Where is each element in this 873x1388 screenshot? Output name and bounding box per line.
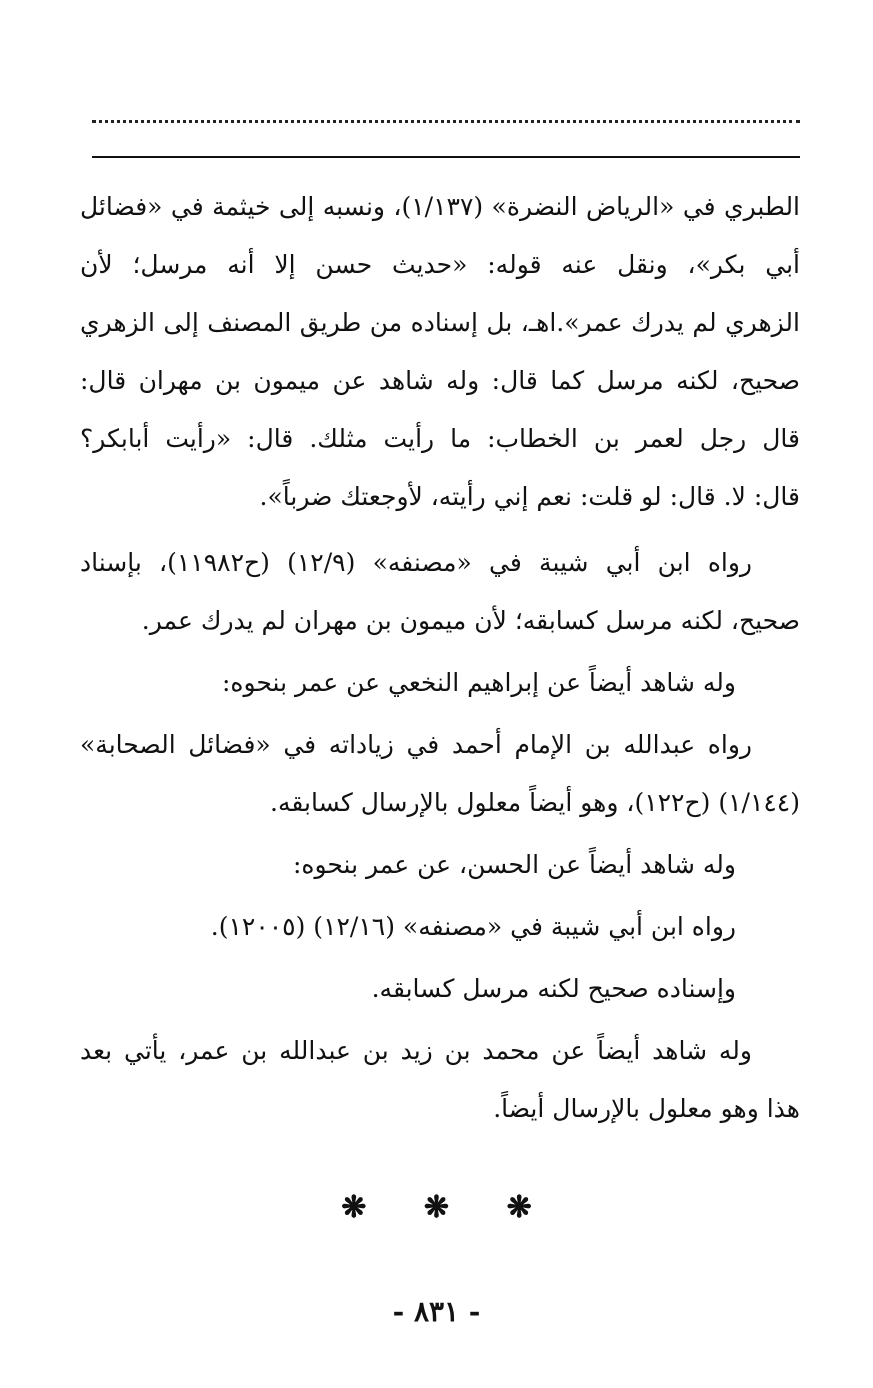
text-line: وله شاهد أيضاً عن إبراهيم النخعي عن عمر بنحوه: xyxy=(221,668,736,697)
star-ornament-icon: ❋ xyxy=(423,1190,450,1225)
dotted-separator xyxy=(92,120,800,123)
paragraph xyxy=(80,960,800,1018)
text-line: قال رجل لعمر بن الخطاب: ما رأيت مثلك. قال: «رأيت أبابكر؟ xyxy=(80,424,800,453)
paragraph xyxy=(80,716,800,832)
text-line: صحيح، لكنه مرسل كسابقه؛ لأن ميمون بن مهران لم يدرك عمر. xyxy=(141,606,800,635)
text-line: (١/١٤٤) (ح١٢٢)، وهو أيضاً معلول بالإرسال كسابقه. xyxy=(270,788,800,817)
text-line: رواه ابن أبي شيبة في «مصنفه» (١٢/٩) (ح١١٩٨٢)، بإسناد xyxy=(80,548,753,577)
paragraph xyxy=(80,836,800,894)
text-line: هذا وهو معلول بالإرسال أيضاً. xyxy=(493,1094,800,1123)
text-line: رواه عبدالله بن الإمام أحمد في زياداته في «فضائل الصحابة» xyxy=(80,730,752,759)
text-line: وله شاهد أيضاً عن محمد بن زيد بن عبدالله بن عمر، يأتي بعد xyxy=(80,1036,752,1065)
text-line: الطبري في «الرياض النضرة» (١/١٣٧)، ونسبه إلى خيثمة في «فضائل xyxy=(80,192,800,221)
paragraph xyxy=(80,1022,800,1138)
section-ornament xyxy=(0,1186,873,1230)
body-text xyxy=(80,178,800,1138)
paragraph xyxy=(80,534,800,650)
paragraph xyxy=(80,898,800,956)
text-line: قال: لا. قال: لو قلت: نعم إني رأيته، لأوجعتك ضرباً». xyxy=(259,482,800,511)
star-ornament-icon: ❋ xyxy=(506,1190,532,1225)
text-line: رواه ابن أبي شيبة في «مصنفه» (١٢/١٦) (١٢٠٠٥). xyxy=(210,912,736,941)
paragraph xyxy=(80,178,800,526)
text-line: وله شاهد أيضاً عن الحسن، عن عمر بنحوه: xyxy=(292,850,736,879)
text-line: أبي بكر»، ونقل عنه قوله: «حديث حسن إلا أنه مرسل؛ لأن xyxy=(80,250,800,279)
text-line: وإسناده صحيح لكنه مرسل كسابقه. xyxy=(371,974,736,1003)
page-number: - ٨٣١ - xyxy=(392,1295,481,1328)
paragraph xyxy=(80,654,800,712)
solid-separator xyxy=(92,156,800,158)
text-line: صحيح، لكنه مرسل كما قال: وله شاهد عن ميمون بن مهران قال: xyxy=(80,366,800,395)
star-ornament-icon: ❋ xyxy=(341,1190,367,1225)
text-line: الزهري لم يدرك عمر».اهـ، بل إسناده من طريق المصنف إلى الزهري xyxy=(80,308,800,337)
